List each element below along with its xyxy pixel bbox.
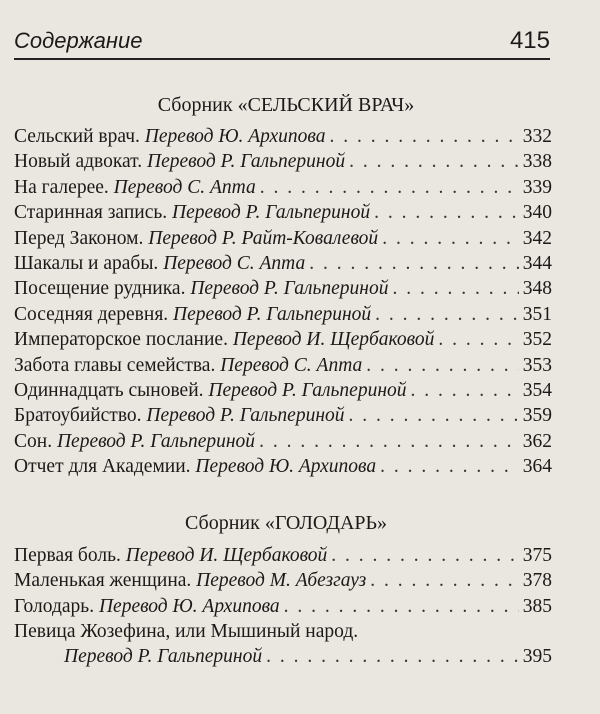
dot-leader bbox=[259, 431, 519, 453]
toc-entry bbox=[14, 380, 552, 405]
toc-entry-translator: Перевод Р. Гальпериной bbox=[190, 278, 389, 300]
toc-entry bbox=[14, 151, 552, 176]
dot-leader bbox=[260, 177, 519, 199]
dot-leader bbox=[375, 304, 519, 326]
toc-entry-page: 385 bbox=[522, 595, 552, 617]
toc-entry-work: На галерее. bbox=[14, 176, 109, 198]
toc-entry-translator: Перевод Ю. Архипова bbox=[98, 595, 280, 617]
toc-entry-page: 351 bbox=[522, 303, 552, 325]
section-title-golodar: Сборник «ГОЛОДАРЬ» bbox=[184, 512, 388, 534]
page-header bbox=[14, 24, 550, 60]
toc-entry-work: Первая боль. bbox=[14, 545, 121, 566]
toc-entry-work: Императорское послание. bbox=[14, 329, 228, 351]
dot-leader bbox=[331, 545, 518, 567]
toc-entry-work: Старинная запись. bbox=[14, 202, 168, 224]
toc-entry-translator: Перевод Р. Райт-Ковалевой bbox=[148, 227, 379, 249]
toc-entry-page: 362 bbox=[522, 430, 552, 452]
toc-entry-work: Голодарь. bbox=[14, 595, 95, 617]
toc-entry-translator: Перевод И. Щербаковой bbox=[232, 329, 435, 351]
toc-entry-work: Братоубийство. bbox=[14, 405, 142, 427]
toc-entry-page: 354 bbox=[522, 379, 552, 401]
toc-entry-work: Одиннадцать сыновей. bbox=[14, 379, 204, 401]
toc-entry bbox=[14, 405, 552, 430]
toc-entry-page: 352 bbox=[522, 329, 552, 351]
toc-entry bbox=[14, 228, 552, 253]
toc-entry-translator: Перевод И. Щербаковой bbox=[125, 545, 328, 566]
running-head-title: Содержание bbox=[14, 28, 143, 53]
toc-entry-work: Маленькая женщина. bbox=[14, 570, 192, 592]
toc-list-selsky-vrach bbox=[14, 126, 552, 481]
toc-entry-translator: Перевод Ю. Архипова bbox=[144, 126, 326, 147]
toc-entry-page: 332 bbox=[522, 126, 552, 147]
toc-entry bbox=[14, 177, 552, 202]
toc-entry-page: 342 bbox=[522, 227, 552, 249]
toc-entry bbox=[14, 596, 552, 621]
toc-entry-page: 353 bbox=[522, 354, 552, 376]
toc-entry-page: 348 bbox=[522, 278, 552, 300]
toc-entry-work: Певица Жозефина, или Мышиный народ. bbox=[14, 621, 359, 642]
toc-entry-translator: Перевод С. Апта bbox=[163, 252, 306, 274]
section-title-selsky-vrach: Сборник «СЕЛЬСКИЙ ВРАЧ» bbox=[157, 94, 415, 116]
toc-entry-work: Забота главы семейства. bbox=[14, 354, 216, 376]
toc-entry-page: 338 bbox=[522, 151, 552, 173]
toc-entry-translator: Перевод Р. Гальпериной bbox=[56, 430, 256, 452]
toc-entry bbox=[14, 278, 552, 303]
toc-entry-work: Сон. bbox=[14, 430, 53, 452]
toc-entry-page: 344 bbox=[522, 252, 552, 274]
dot-leader bbox=[266, 646, 519, 668]
dot-leader bbox=[330, 126, 519, 148]
dot-leader bbox=[392, 278, 518, 300]
toc-entry-work-line bbox=[14, 621, 552, 646]
toc-entry-translator: Перевод Р. Гальпериной bbox=[172, 202, 371, 224]
toc-entry bbox=[14, 253, 552, 278]
dot-leader bbox=[438, 329, 518, 351]
toc-entry bbox=[14, 126, 552, 151]
toc-entry-work: Новый адвокат. bbox=[14, 151, 143, 173]
toc-entry-page: 359 bbox=[522, 405, 552, 427]
toc-entry-work: Сельский врач. bbox=[14, 126, 140, 147]
dot-leader bbox=[366, 355, 518, 377]
toc-entry bbox=[14, 304, 552, 329]
toc-entry-page: 378 bbox=[522, 570, 552, 592]
toc-entry-work: Посещение рудника. bbox=[14, 278, 186, 300]
toc-entry-translator: Перевод Ю. Архипова bbox=[195, 456, 377, 478]
toc-entry bbox=[14, 329, 552, 354]
toc-entry-page: 340 bbox=[522, 202, 552, 224]
toc-entry-multiline bbox=[14, 621, 552, 672]
dot-leader bbox=[349, 405, 519, 427]
toc-entry-translator-line bbox=[14, 646, 552, 671]
toc-entry-translator: Перевод С. Апта bbox=[220, 354, 363, 376]
toc-entry-translator: Перевод Р. Гальпериной bbox=[173, 303, 372, 325]
dot-leader bbox=[374, 202, 519, 224]
dot-leader bbox=[349, 151, 519, 173]
toc-entry-translator: Перевод Р. Гальпериной bbox=[146, 405, 345, 427]
dot-leader bbox=[411, 380, 519, 402]
toc-list-golodar bbox=[14, 545, 552, 621]
dot-leader bbox=[380, 456, 519, 478]
toc-entry-work: Отчет для Академии. bbox=[14, 456, 191, 478]
dot-leader bbox=[382, 228, 519, 250]
toc-entry-work: Шакалы и арабы. bbox=[14, 252, 159, 274]
toc-entry-page: 395 bbox=[522, 646, 552, 668]
toc-entry-translator: Перевод Р. Гальпериной bbox=[147, 151, 346, 173]
toc-entry-page: 339 bbox=[522, 176, 552, 198]
page-number: 415 bbox=[509, 27, 550, 54]
toc-entry bbox=[14, 545, 552, 570]
toc-entry-translator: Перевод М. Абезгауз bbox=[196, 570, 367, 592]
toc-entry bbox=[14, 202, 552, 227]
toc-entry-translator: Перевод Р. Гальпериной bbox=[208, 379, 407, 401]
toc-entry-translator: Перевод С. Апта bbox=[113, 176, 256, 198]
toc-entry-work: Перед Законом. bbox=[14, 227, 144, 249]
dot-leader bbox=[284, 596, 519, 618]
toc-entry-page: 364 bbox=[522, 456, 552, 478]
dot-leader bbox=[309, 253, 518, 275]
toc-entry bbox=[14, 431, 552, 456]
toc-entry bbox=[14, 570, 552, 595]
dot-leader bbox=[370, 570, 518, 592]
toc-entry-page: 375 bbox=[522, 545, 552, 566]
toc-entry bbox=[14, 456, 552, 481]
toc-entry-translator: Перевод Р. Гальпериной bbox=[64, 646, 263, 668]
toc-entry-work: Соседняя деревня. bbox=[14, 303, 169, 325]
toc-entry bbox=[14, 355, 552, 380]
